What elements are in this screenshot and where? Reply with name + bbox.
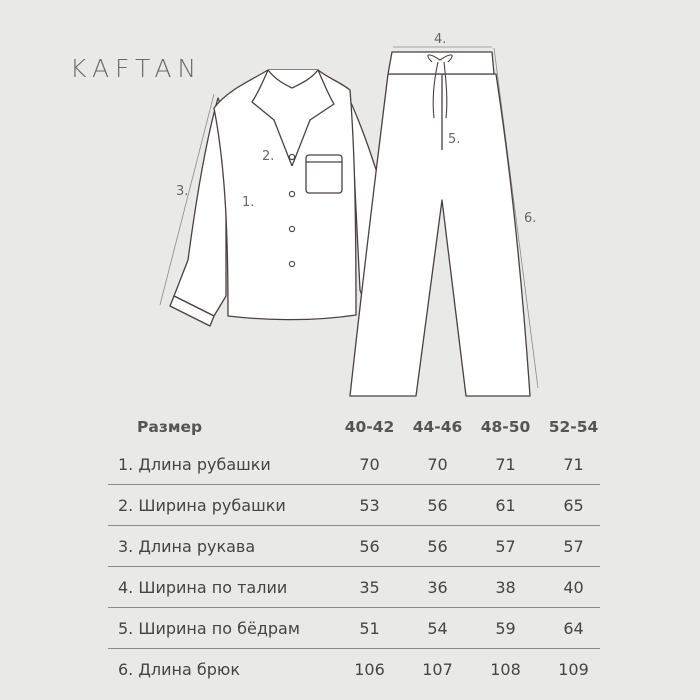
dim-label-6: 6.: [524, 211, 537, 226]
measurement-label: 1. Длина рубашки: [108, 444, 343, 485]
measurement-value: 108: [490, 659, 521, 679]
measurement-label: 5. Ширина по бёдрам: [108, 608, 343, 649]
size-column-header: 44-46: [412, 418, 463, 436]
brand-logo: KAFTAN: [70, 54, 203, 83]
measurement-value: 56: [411, 526, 464, 567]
measurement-value: 107: [422, 659, 453, 679]
table-row: [108, 608, 600, 649]
dim-label-5: 5.: [448, 132, 461, 147]
measurement-value: 70: [411, 444, 464, 485]
measurement-value: 35: [343, 567, 396, 608]
measurement-label: 6. Длина брюк: [118, 659, 240, 679]
measurement-label: 3. Длина рукава: [108, 526, 343, 567]
table-header-row: [108, 410, 600, 444]
measurement-value: 70: [343, 444, 396, 485]
measurement-value: 65: [547, 485, 600, 526]
table-row: [108, 485, 600, 526]
measurement-value: 56: [411, 485, 464, 526]
size-column-header: 52-54: [548, 418, 599, 436]
measurement-value: 71: [547, 444, 600, 485]
dim-label-3: 3.: [176, 184, 189, 199]
table-row: [108, 444, 600, 485]
measurement-value: 36: [411, 567, 464, 608]
size-header: Размер: [137, 418, 203, 436]
table-row: [108, 567, 600, 608]
measurement-value: 56: [343, 526, 396, 567]
size-column-header: 40-42: [344, 418, 395, 436]
measurement-value: 64: [547, 608, 600, 649]
measurement-value: 59: [479, 608, 532, 649]
measurement-value: 57: [547, 526, 600, 567]
measurement-value: 106: [354, 659, 385, 679]
measurement-value: 61: [479, 485, 532, 526]
table-row: [108, 649, 600, 690]
measurement-value: 53: [343, 485, 396, 526]
measurement-value: 57: [479, 526, 532, 567]
measurement-value: 38: [479, 567, 532, 608]
size-chart-table: [108, 410, 600, 689]
dim-label-1: 1.: [242, 195, 255, 210]
size-column-header: 48-50: [480, 418, 531, 436]
measurement-value: 40: [547, 567, 600, 608]
table-row: [108, 526, 600, 567]
dim-label-4: 4.: [434, 32, 447, 47]
measurement-value: 71: [479, 444, 532, 485]
trousers-drawing: [350, 52, 530, 396]
measurement-value: 109: [558, 659, 589, 679]
measurement-label: 2. Ширина рубашки: [108, 485, 343, 526]
dim-label-2: 2.: [262, 149, 275, 164]
measurement-label: 4. Ширина по талии: [108, 567, 343, 608]
measurement-value: 54: [411, 608, 464, 649]
measurement-value: 51: [343, 608, 396, 649]
